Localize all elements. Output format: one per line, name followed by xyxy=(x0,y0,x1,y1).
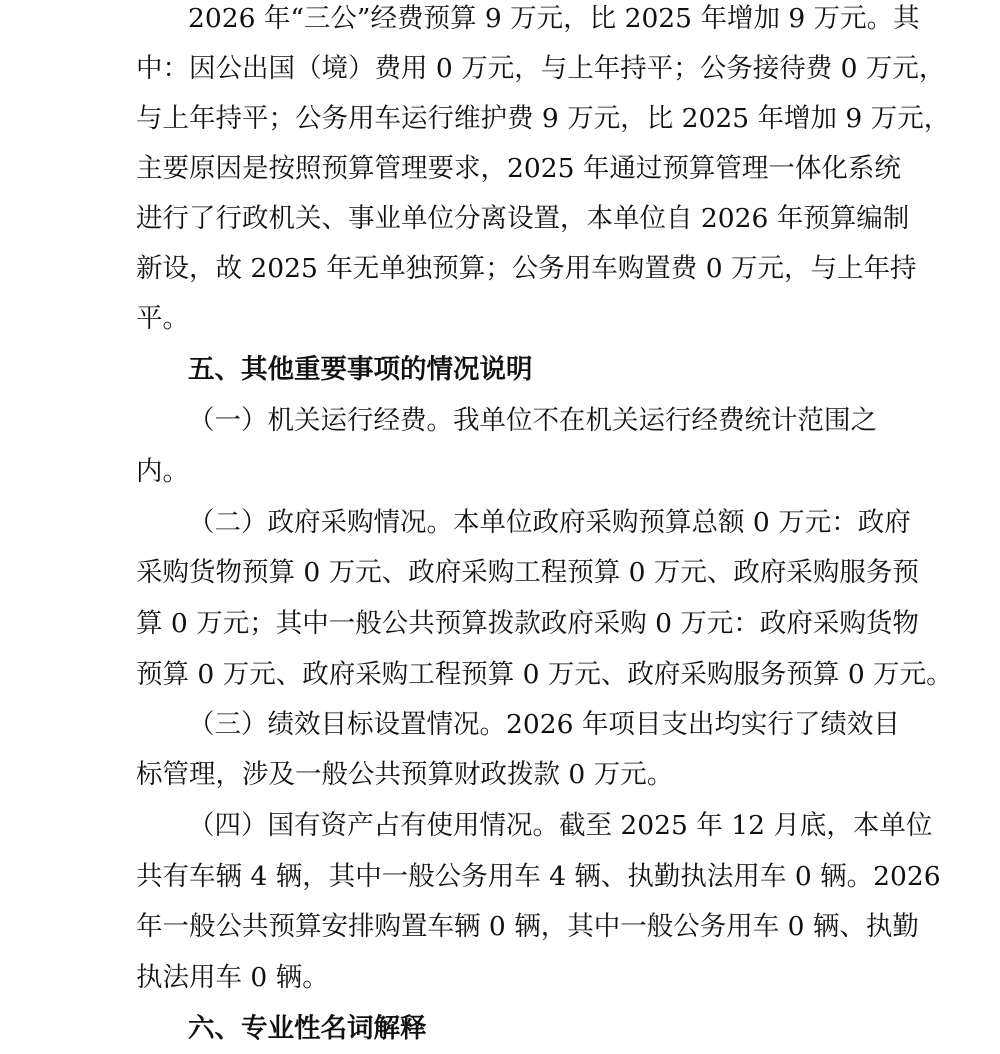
paragraph-line: 中：因公出国（境）费用 0 万元，与上年持平；公务接待费 0 万元， xyxy=(136,53,946,84)
section-heading: 六、专业性名词解释 xyxy=(188,1013,427,1044)
paragraph-line: 算 0 万元；其中一般公共预算拨款政府采购 0 万元：政府采购货物 xyxy=(136,608,919,639)
paragraph-line: 年一般公共预算安排购置车辆 0 辆，其中一般公务用车 0 辆、执勤 xyxy=(136,911,919,942)
paragraph-line: （三）绩效目标设置情况。2026 年项目支出均实行了绩效目 xyxy=(188,709,900,740)
paragraph-line: （一）机关运行经费。我单位不在机关运行经费统计范围之 xyxy=(188,405,877,436)
paragraph-line: 内。 xyxy=(136,456,189,487)
paragraph-line: （四）国有资产占有使用情况。截至 2025 年 12 月底，本单位 xyxy=(188,810,933,841)
paragraph-line: 预算 0 万元、政府采购工程预算 0 万元、政府采购服务预算 0 万元。 xyxy=(136,659,953,690)
paragraph-line: （二）政府采购情况。本单位政府采购预算总额 0 万元：政府 xyxy=(188,507,911,538)
paragraph-line: 2026 年“三公”经费预算 9 万元，比 2025 年增加 9 万元。其 xyxy=(188,3,920,34)
paragraph-line: 主要原因是按照预算管理要求，2025 年通过预算管理一体化系统 xyxy=(136,153,901,184)
paragraph-line: 标管理，涉及一般公共预算财政拨款 0 万元。 xyxy=(136,759,674,790)
paragraph-line: 进行了行政机关、事业单位分离设置，本单位自 2026 年预算编制 xyxy=(136,203,910,234)
paragraph-line: 采购货物预算 0 万元、政府采购工程预算 0 万元、政府采购服务预 xyxy=(136,557,919,588)
paragraph-line: 新设，故 2025 年无单独预算；公务用车购置费 0 万元，与上年持 xyxy=(136,253,917,284)
section-heading: 五、其他重要事项的情况说明 xyxy=(188,354,533,385)
paragraph-line: 平。 xyxy=(136,303,189,334)
paragraph-line: 共有车辆 4 辆，其中一般公务用车 4 辆、执勤执法用车 0 辆。2026 xyxy=(136,861,941,892)
paragraph-line: 执法用车 0 辆。 xyxy=(136,962,329,993)
paragraph-line: 与上年持平；公务用车运行维护费 9 万元，比 2025 年增加 9 万元， xyxy=(136,103,951,134)
